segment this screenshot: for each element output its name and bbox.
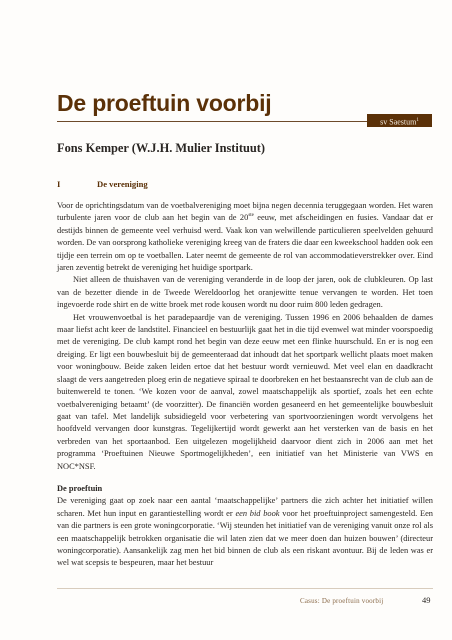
paragraph-1-text-a: Voor de oprichtingsdatum van de voetbalvereniging moet bijna negen decennia teruggegaan worden. Het waren turbulente jaren voor de club aan het begin van de 20: [57, 201, 433, 223]
case-badge-label: sv Saestum: [380, 117, 417, 127]
footer-rule: [57, 588, 433, 589]
case-badge-footnote: 1: [416, 118, 419, 123]
running-footer: Casus: De proeftuin voorbij: [300, 597, 384, 605]
paragraph-2: Niet alleen de thuishaven van de vereniging veranderde in de loop der jaren, ook de clubkleuren. Op last van de bezetter diende in de Tweede Wereldoorlog het oranjewitte tenue vervangen te worden. Het toen ingevoerde rode shirt en de witte broek met rode kousen wordt nu door ruim 800 leden gedragen.: [57, 275, 433, 310]
paragraph-4: [57, 495, 433, 569]
paragraph-1-text-b: eeuw, met afscheidingen en fusies. Vandaar dat er destijds binnen de gemeente veel verhuisd werd. Vaak kon van welwillende particulieren speelvelden gehuurd worden. De van oorsprong katholieke vereniging kreeg van de fraters die daar een kweekschool hadden ook een tijdje een terrein om op te voetballen. Later neemt de gemeente de rol van accommodatieverstrekker over. Eind jaren zeventig betrekt de vereniging het huidige sportpark.: [57, 213, 434, 273]
author-line: Fons Kemper (W.J.H. Mulier Instituut): [57, 141, 266, 155]
chapter-title: De proeftuin voorbij: [57, 90, 272, 116]
paragraph-3: Het vrouwenvoetbal is het paradepaardje van de vereniging. Tussen 1996 en 2006 behaalden de dames maar liefst acht keer de landstitel. Financieel en bestuurlijk gaat het in die tijd evenwel wat minder voorspoedig met de vereniging. De club kampt rond het begin van deze eeuw met een flinke huurschuld. En er is nog een dreiging. Er ligt een bouwbesluit bij de gemeenteraad dat inhoudt dat het sportpark wellicht plaats moet maken voor woningbouw. Beide zaken leiden ertoe dat het bestuur wordt vernieuwd. Met veel elan en daadkracht slaagt de vers aangetreden ploeg erin de negatieve spiraal te doorbreken en het bestaansrecht van de club aan de buitenwereld te tonen. ‘We kozen voor de aanval, zowel maatschappelijk als sportief, zoals het een echte voetbalvereniging betaamt’ (de voorzitter). De financiën worden gesaneerd en het gemeentelijke bouwbesluit gaat van tafel. Met landelijk subsidiegeld voor verbetering van sportvoorzieningen wordt vervolgens het hoofdveld vervangen door kunstgras. Tegelijkertijd wordt gewerkt aan het versterken van de basis en het verbreden van het sportaanbod. Een uitgelezen mogelijkheid daarvoor dient zich in 2006 aan met het programma ‘Proeftuinen Nieuwe Sportmogelijkheden’, een initiatief van het Ministerie van VWS en NOC*NSF.: [57, 312, 433, 471]
case-badge: [367, 114, 432, 127]
paragraph-4-text-a: De vereniging gaat op zoek naar een aantal ‘maatschappelijke’ partners die zich achter het initiatief willen scharen. Met hun input en garantiestelling wordt er: [57, 496, 433, 518]
body-text: [57, 200, 433, 570]
section-heading: [57, 178, 148, 190]
paragraph-1: [57, 200, 433, 274]
paragraph-4-italic: een bid book: [235, 508, 280, 518]
section-title: De vereniging: [97, 179, 148, 189]
subsection-heading: De proeftuin: [57, 483, 103, 493]
paragraph-4-text-b: voor het proeftuinproject samengesteld. Een van die partners is een grote woningcorporatie. ‘Wij steunden het initiatief van de vereniging vanuit onze rol als een maatschappelijk betrokken organisatie die wil laten zien dat we meer doen dan huizen bouwen’ (directeur woningcorporatie). Aansankelijk zag men het bid binnen de club als een riskant avontuur. Bij de leden was er wel wat scepsis te bespeuren, maar het bestuur: [57, 508, 433, 568]
paragraph-1-sup: ste: [248, 213, 254, 219]
page-number: 49: [422, 595, 431, 605]
section-number: I: [57, 179, 61, 189]
